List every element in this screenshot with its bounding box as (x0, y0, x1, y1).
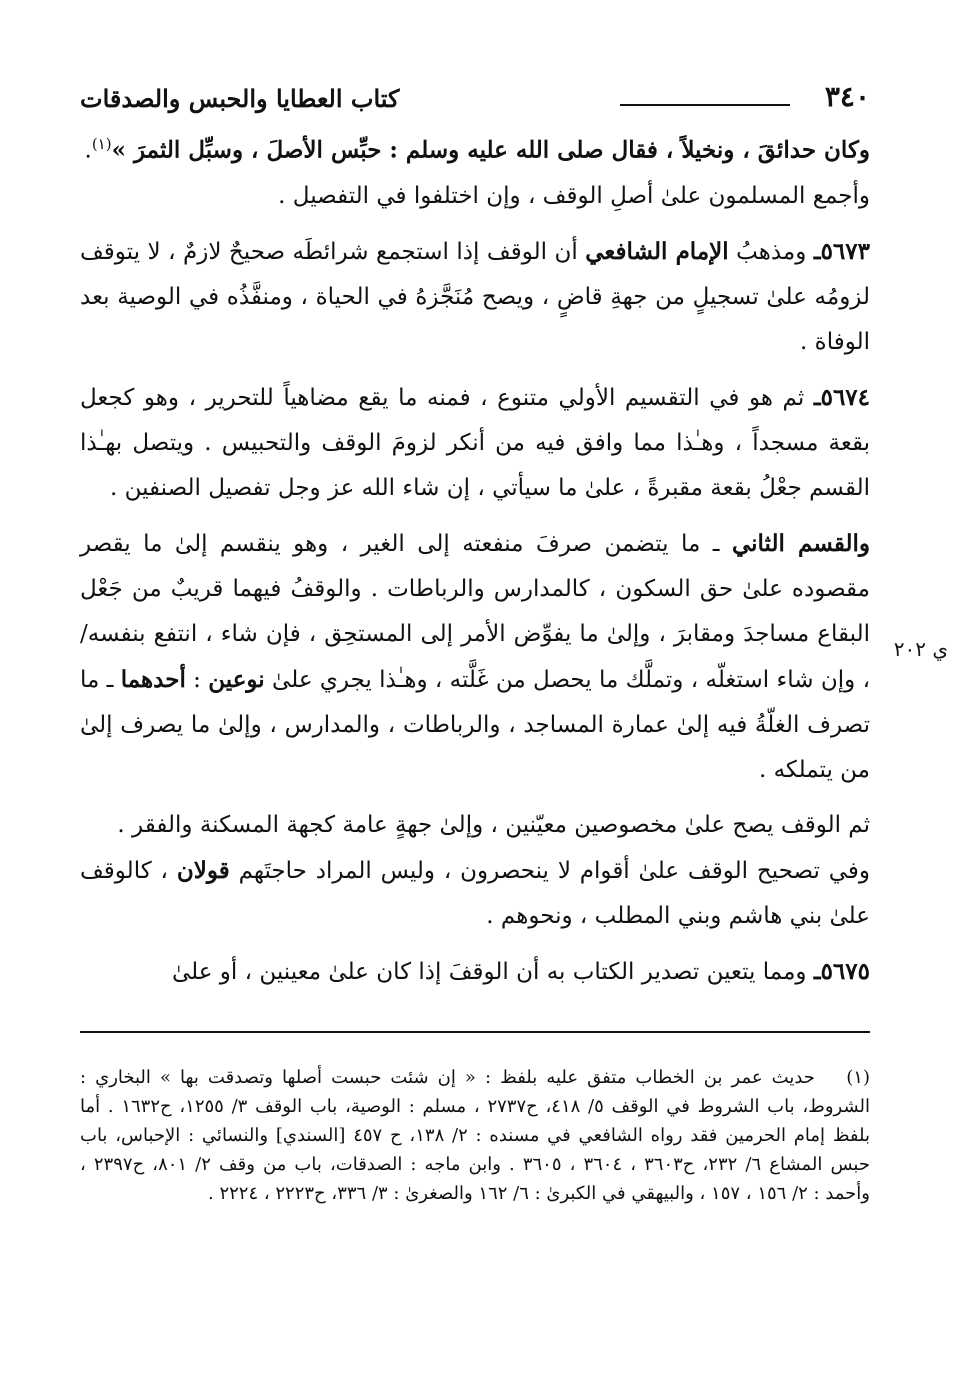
second-section-text-c: ـ ما تصرف الغلّةُ فيه إلىٰ عمارة المساجد ، والرباطات ، والمدارس ، وإلىٰ ما يصرف إلىٰ من يتملكه . (80, 666, 870, 783)
paragraph-1-tail: . (84, 137, 92, 164)
main-text (80, 122, 870, 995)
two-types-term: نوعين (208, 665, 265, 693)
footnote-text: حديث عمر بن الخطاب متفق عليه بلفظ : « إن شئت حبست أصلها وتصدقت بها » البخاري : الشروط، باب الشروط في الوقف ٥/ ٤١٨، ح٢٧٣٧ ، مسلم : الوصية، باب الوقف ٣/ ١٢٥٥، ح١٦٣٢ . أما بلفظ إمام الحرمين فقد رواه الشافعي في مسنده : ٢/ ١٣٨، ح ٤٥٧ [السندي] والنسائي : الإحباس، باب حبس المشاع ٦/ ٢٣٢، ح٣٦٠٣ ، ٣٦٠٤ ، ٣٦٠٥ . وابن ماجه : الصدقات، باب من وقف ٢/ ٨٠١، ح٢٣٩٧ ، وأحمد : ٢/ ١٥٦ ، ١٥٧ ، والبيهقي في الكبرىٰ : ٦/ ١٦٢ والصغرىٰ : ٣/ ٣٣٦، ح٢٢٢٣ ، ٢٢٢٤ . (80, 1067, 870, 1204)
issue-number-5673: ٥٦٧٣ـ (813, 237, 870, 265)
paragraph-second-section (80, 521, 870, 793)
header-rule (620, 104, 790, 106)
paragraph-5673-text: أن الوقف إذا استجمع شرائطَه صحيحٌ لازمٌ ، لا يتوقف لزومُه علىٰ تسجيلٍ من جهةِ قاضٍ ، ويصح مُنَجَّزهُ في الحياة ، ومنفَّذُه في الوصية بعد الوفاة . (80, 238, 870, 355)
page-number: ٣٤٠ (824, 80, 870, 113)
paragraph-5675-text: ومما يتعين تصدير الكتاب به أن الوقفَ إذا كان علىٰ معينين ، أو علىٰ (171, 958, 807, 985)
issue-number-5675: ٥٦٧٥ـ (813, 957, 870, 985)
paragraph-2: وأجمع المسلمون علىٰ أصلِ الوقف ، وإن اختلفوا في التفصيل . (278, 182, 870, 209)
paragraph-5674-text: ثم هو في التقسيم الأولي متنوع ، فمنه ما يقع مضاهياً للتحرير ، وهو كجعل بقعة مسجداً ، وهـٰذا مما وافق فيه من أنكر لزومَ الوقف والتحبيس . ويتصل بهـٰذا القسم جعْلُ بقعة مقبرةً ، علىٰ ما سيأتي ، إن شاء الله عز وجل تفصيل الصنفين . (80, 384, 870, 501)
paragraph-5673 (80, 229, 870, 365)
second-section-text-a: ـ ما يتضمن صرفَ منفعته إلى الغير ، وهو ينقسم إلىٰ ما يقصر مقصوده علىٰ حق السكون ، كالمدارس والرباطات . والوقفُ فيهما قريبٌ من جَعْل البقاع مساجدَ ومقابرَ ، وإلىٰ ما يفوِّض الأمر إلى المستحِق ، فإن شاء ، انتفع بنفسه/ ، وإن شاء استغلّه ، وتملَّك ما يحصل من غَلَّته ، وهـٰذا يجري علىٰ (80, 530, 870, 693)
two-opinions-text-b: ، كالوقف علىٰ بني هاشم وبني المطلب ، ونحوهم . (80, 857, 870, 929)
page-header (80, 78, 870, 120)
first-type-term: أحدهما (120, 665, 186, 693)
footnote-divider (80, 1031, 870, 1033)
two-opinions-term: قولان (176, 856, 230, 884)
imam-shafii-heading: الإمام الشافعي (585, 237, 729, 265)
running-title: كتاب العطايا والحبس والصدقات (80, 84, 400, 113)
paragraph-1-lead: وكان حدائقَ ، ونخيلاً ، فقال صلى الله عليه وسلم : حبِّس الأصلَ ، وسبِّل الثمرَ » (111, 136, 870, 164)
paragraph-5674 (80, 375, 870, 511)
paragraph-5675 (80, 949, 870, 995)
footnote-marker: (١) (846, 1067, 870, 1088)
footnotes (80, 1063, 870, 1208)
paragraph-5673-prefix: ومذهبُ (728, 238, 807, 265)
second-section-text-b: : (185, 666, 209, 693)
margin-manuscript-reference: ي ٢٠٢ (893, 637, 948, 661)
paragraph-1 (80, 122, 870, 174)
footnote-reference[interactable]: (١) (91, 135, 112, 153)
document-page (80, 78, 948, 1338)
paragraph-two-opinions (80, 848, 870, 939)
issue-number-5674: ٥٦٧٤ـ (813, 383, 871, 411)
second-section-heading: والقسم الثاني (731, 529, 870, 557)
two-opinions-text-a: وفي تصحيح الوقف علىٰ أقوام لا ينحصرون ، وليس المراد حاجتَهم (229, 857, 870, 884)
paragraph-specific-beneficiaries: ثم الوقف يصح علىٰ مخصوصين معيّنين ، وإلىٰ جهةٍ عامة كجهة المسكنة والفقر . (117, 811, 870, 838)
